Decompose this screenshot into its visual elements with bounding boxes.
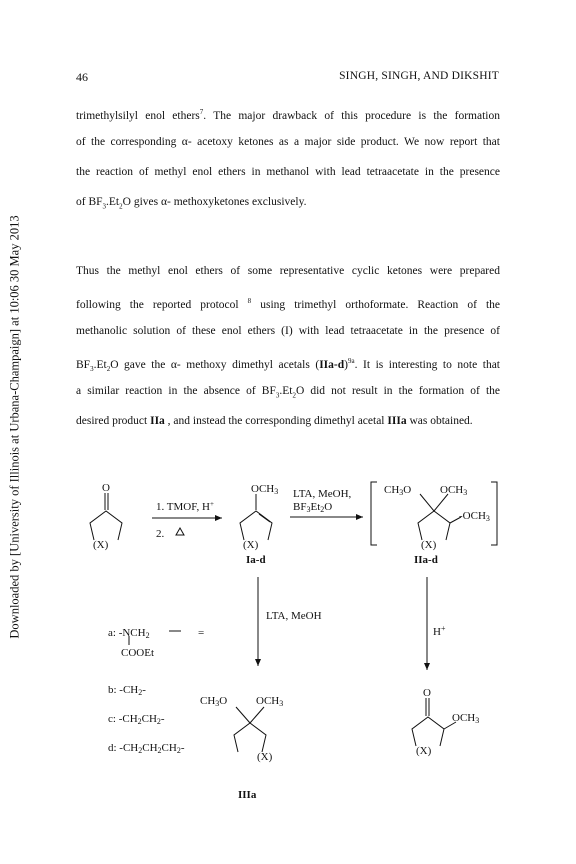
och3-iia-side: -OCH3 — [459, 510, 490, 523]
h-plus: H+ — [433, 624, 446, 638]
text-line: a similar reaction in the absence of $BF_3.Et_2O$ did not result in the formation of the — [76, 385, 501, 400]
text-line: of the corresponding α- acetoxy ketones as a major side product. We now report that — [76, 136, 500, 148]
lta-line2: BF3Et2O — [293, 501, 333, 514]
ring-x: (X) — [257, 751, 273, 763]
text-line: of $BF_3.Et_2O$ gives α- methoxyketones exclusively. — [76, 196, 307, 211]
substituent-a-cooet: COOEt — [121, 647, 154, 659]
dimethyl-acetal-iiia-structure — [234, 707, 266, 752]
och3-enol: OCH3 — [251, 483, 279, 496]
step1-label: 1. TMOF, H+ — [156, 500, 214, 513]
lta-line1: LTA, MeOH, — [293, 488, 352, 500]
label-iiia: IIIa — [238, 789, 257, 801]
enol-ether-structure — [240, 494, 272, 540]
label-iia: IIa-d — [414, 554, 438, 566]
och3-iia: OCH3 — [440, 484, 468, 497]
text-line: following the reported protocol $^8$ using trimethyl orthoformate. Reaction of the — [76, 297, 501, 311]
text-line: Thus the methyl enol ethers of some representative cyclic ketones were prepared — [76, 265, 500, 277]
ch3o-iia: CH3O — [384, 484, 412, 497]
methoxy-ketone-structure — [412, 698, 456, 746]
text-line: methanolic solution of these enol ethers (I) with lead tetraacetate in the presence of — [76, 325, 500, 337]
substituent-a-eq: = — [198, 627, 205, 639]
running-head: SINGH, SINGH, AND DIKSHIT — [339, 70, 499, 82]
cyclic-ketone-structure — [90, 493, 122, 540]
och3-iiia: OCH3 — [256, 695, 284, 708]
ring-x: (X) — [416, 745, 432, 757]
ch3o-iiia: CH3O — [200, 695, 228, 708]
down-arrow-label: LTA, MeOH — [266, 610, 322, 622]
carbonyl-o: O — [102, 482, 110, 494]
substituent-c: c: -CH2CH2- — [108, 713, 165, 726]
dimethyl-acetal-iia-structure — [418, 494, 461, 540]
page-number: 46 — [76, 70, 88, 84]
heat-triangle-icon — [176, 528, 184, 535]
text-line: the reaction of methyl enol ethers in methanol with lead tetraacetate in the presence — [76, 166, 500, 178]
substituent-a: a: -NCH2 — [108, 627, 150, 640]
carbonyl-o-product: O — [423, 687, 431, 699]
substituent-b: b: -CH2- — [108, 684, 146, 697]
text-line: desired product IIa , and instead the corresponding dimethyl acetal IIIa was obtained. — [76, 415, 473, 427]
och3-product: OCH3 — [452, 712, 480, 725]
text-line: trimethylsilyl enol ethers$^7$. The major drawback of this procedure is the formation — [76, 108, 500, 122]
download-note: Downloaded by [University of Illinois at Urbana-Champaign] at 10:06 30 May 2013 — [7, 215, 22, 639]
right-bracket — [491, 482, 497, 545]
ring-x: (X) — [421, 539, 437, 551]
ring-x: (X) — [93, 539, 109, 551]
step2-label: 2. — [156, 528, 165, 540]
label-ia: Ia-d — [246, 554, 266, 566]
ring-x: (X) — [243, 539, 259, 551]
substituent-d: d: -CH2CH2CH2- — [108, 742, 185, 755]
text-line: $BF_3.Et_2O$ gave the α- methoxy dimethyl acetals $(IIa-d)^{9a}$. It is interesting to note that — [76, 357, 500, 374]
left-bracket — [371, 482, 377, 545]
